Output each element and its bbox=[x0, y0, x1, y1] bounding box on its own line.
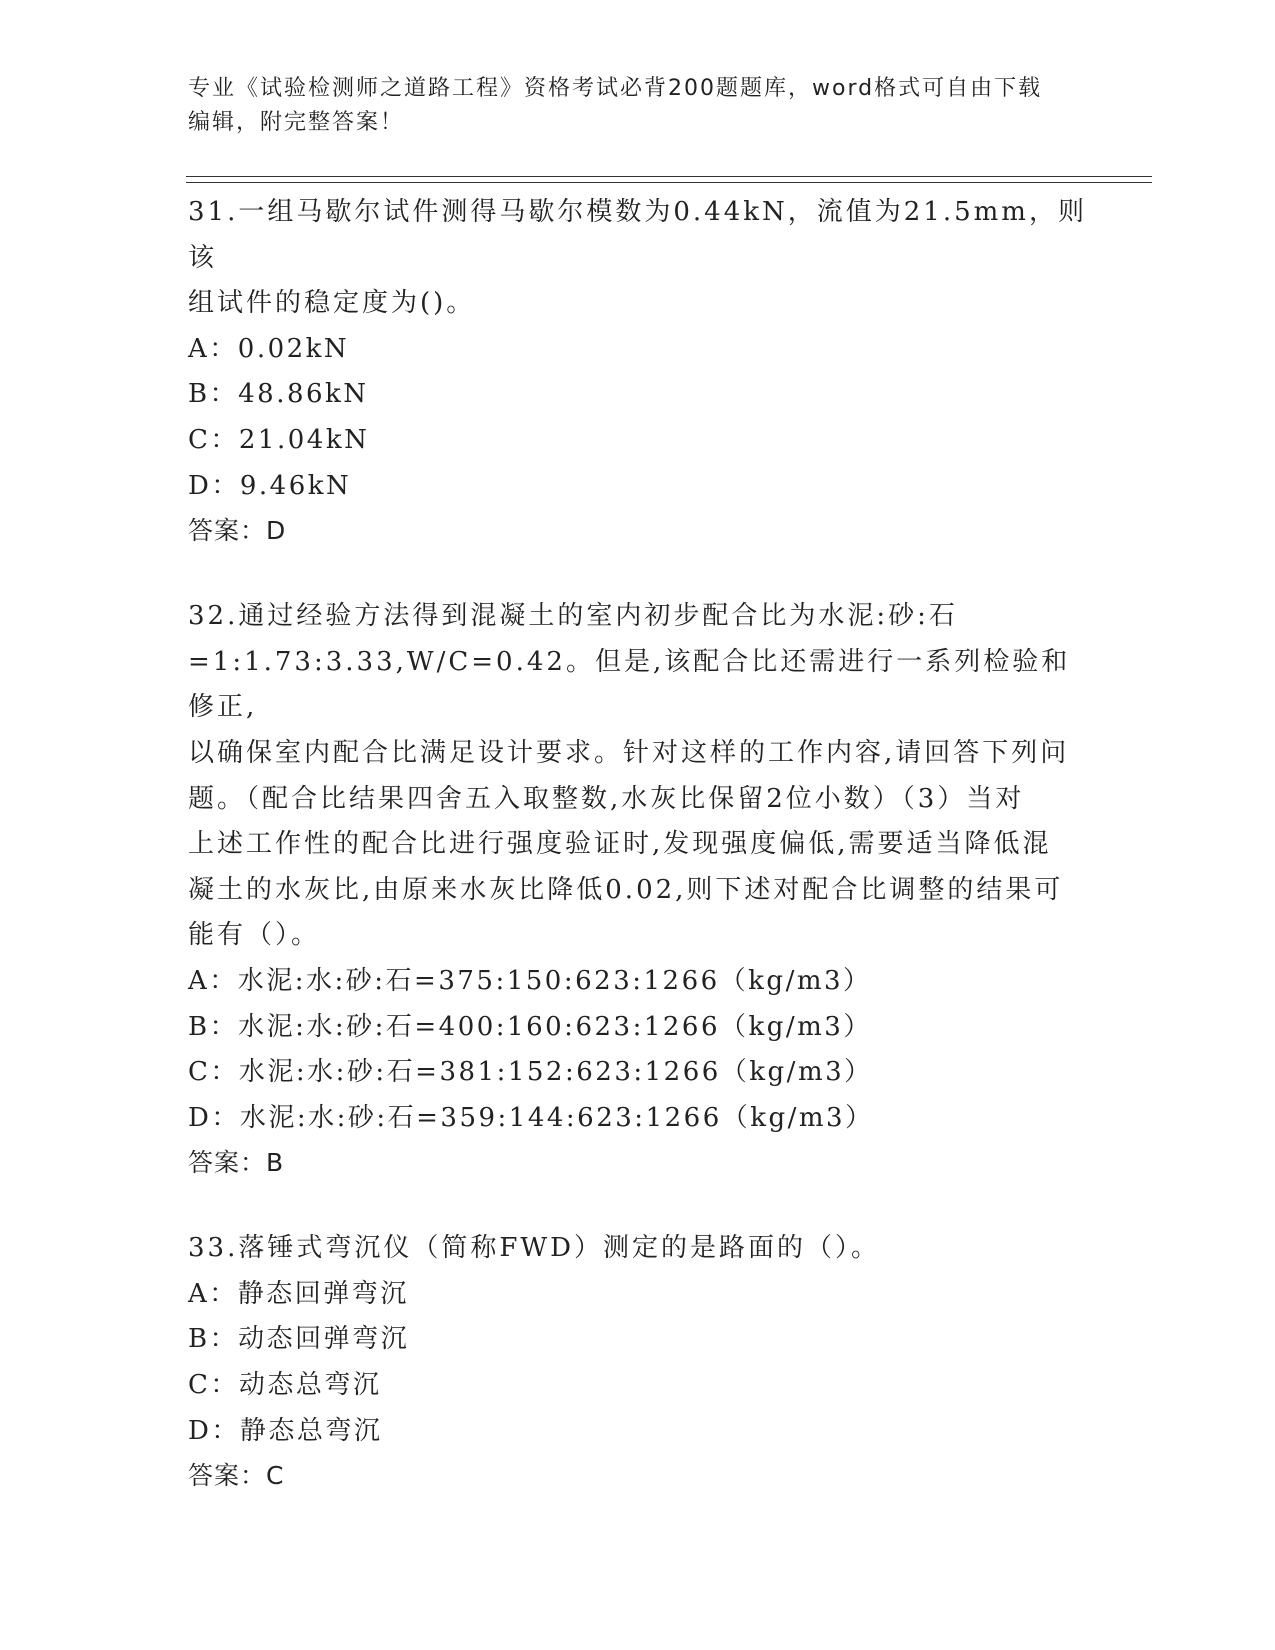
option-d: D：9.46kN bbox=[188, 470, 352, 501]
answer-line: 答案：D bbox=[188, 516, 287, 546]
option-a: A：0.02kN bbox=[188, 333, 350, 364]
question-31 bbox=[188, 190, 1088, 552]
question-32 bbox=[188, 594, 1088, 1184]
option-b: B：动态回弹弯沉 bbox=[188, 1324, 410, 1355]
question-stem-line: 上述工作性的配合比进行强度验证时,发现强度偏低,需要适当降低混 bbox=[188, 829, 1052, 860]
option-a: A：静态回弹弯沉 bbox=[188, 1278, 409, 1309]
option-b: B：48.86kN bbox=[188, 379, 369, 410]
question-stem-line: 32.通过经验方法得到混凝土的室内初步配合比为水泥:砂:石 bbox=[188, 601, 958, 632]
answer-line: 答案：C bbox=[188, 1461, 285, 1491]
question-33 bbox=[188, 1226, 1088, 1497]
answer-line: 答案：B bbox=[188, 1148, 285, 1178]
question-stem-line: 31.一组马歇尔试件测得马歇尔模数为0.44kN，流值为21.5mm，则该 bbox=[188, 197, 1087, 273]
option-a: A：水泥:水:砂:石=375:150:623:1266（kg/m3） bbox=[188, 965, 872, 996]
header-line-1: 专业《试验检测师之道路工程》资格考试必背200题题库，word格式可自由下载 bbox=[188, 76, 1043, 101]
header-divider-bottom bbox=[186, 182, 1152, 183]
question-stem-line: 组试件的稳定度为()。 bbox=[188, 288, 476, 319]
option-c: C：动态总弯沉 bbox=[188, 1370, 382, 1401]
document-header bbox=[188, 72, 1068, 140]
question-list bbox=[188, 190, 1088, 1539]
option-c: C：21.04kN bbox=[188, 424, 370, 455]
question-stem-line: 33.落锤式弯沉仪（简称FWD）测定的是路面的（）。 bbox=[188, 1233, 880, 1264]
header-divider-top bbox=[186, 176, 1152, 177]
question-stem-line: =1:1.73:3.33,W/C=0.42。但是,该配合比还需进行一系列检验和修正, bbox=[188, 646, 1071, 723]
question-stem-line: 能有（）。 bbox=[188, 920, 321, 951]
header-line-2: 编辑，附完整答案！ bbox=[188, 110, 405, 135]
option-d: D：静态总弯沉 bbox=[188, 1415, 383, 1446]
question-stem-line: 凝土的水灰比,由原来水灰比降低0.02,则下述对配合比调整的结果可 bbox=[188, 874, 1064, 905]
option-b: B：水泥:水:砂:石=400:160:623:1266（kg/m3） bbox=[188, 1011, 872, 1042]
question-stem-line: 以确保室内配合比满足设计要求。针对这样的工作内容,请回答下列问 bbox=[188, 737, 1070, 768]
option-d: D：水泥:水:砂:石=359:144:623:1266（kg/m3） bbox=[188, 1102, 874, 1133]
option-c: C：水泥:水:砂:石=381:152:623:1266（kg/m3） bbox=[188, 1057, 873, 1088]
question-stem-line: 题。（配合比结果四舍五入取整数,水灰比保留2位小数）（3）当对 bbox=[188, 783, 1025, 814]
